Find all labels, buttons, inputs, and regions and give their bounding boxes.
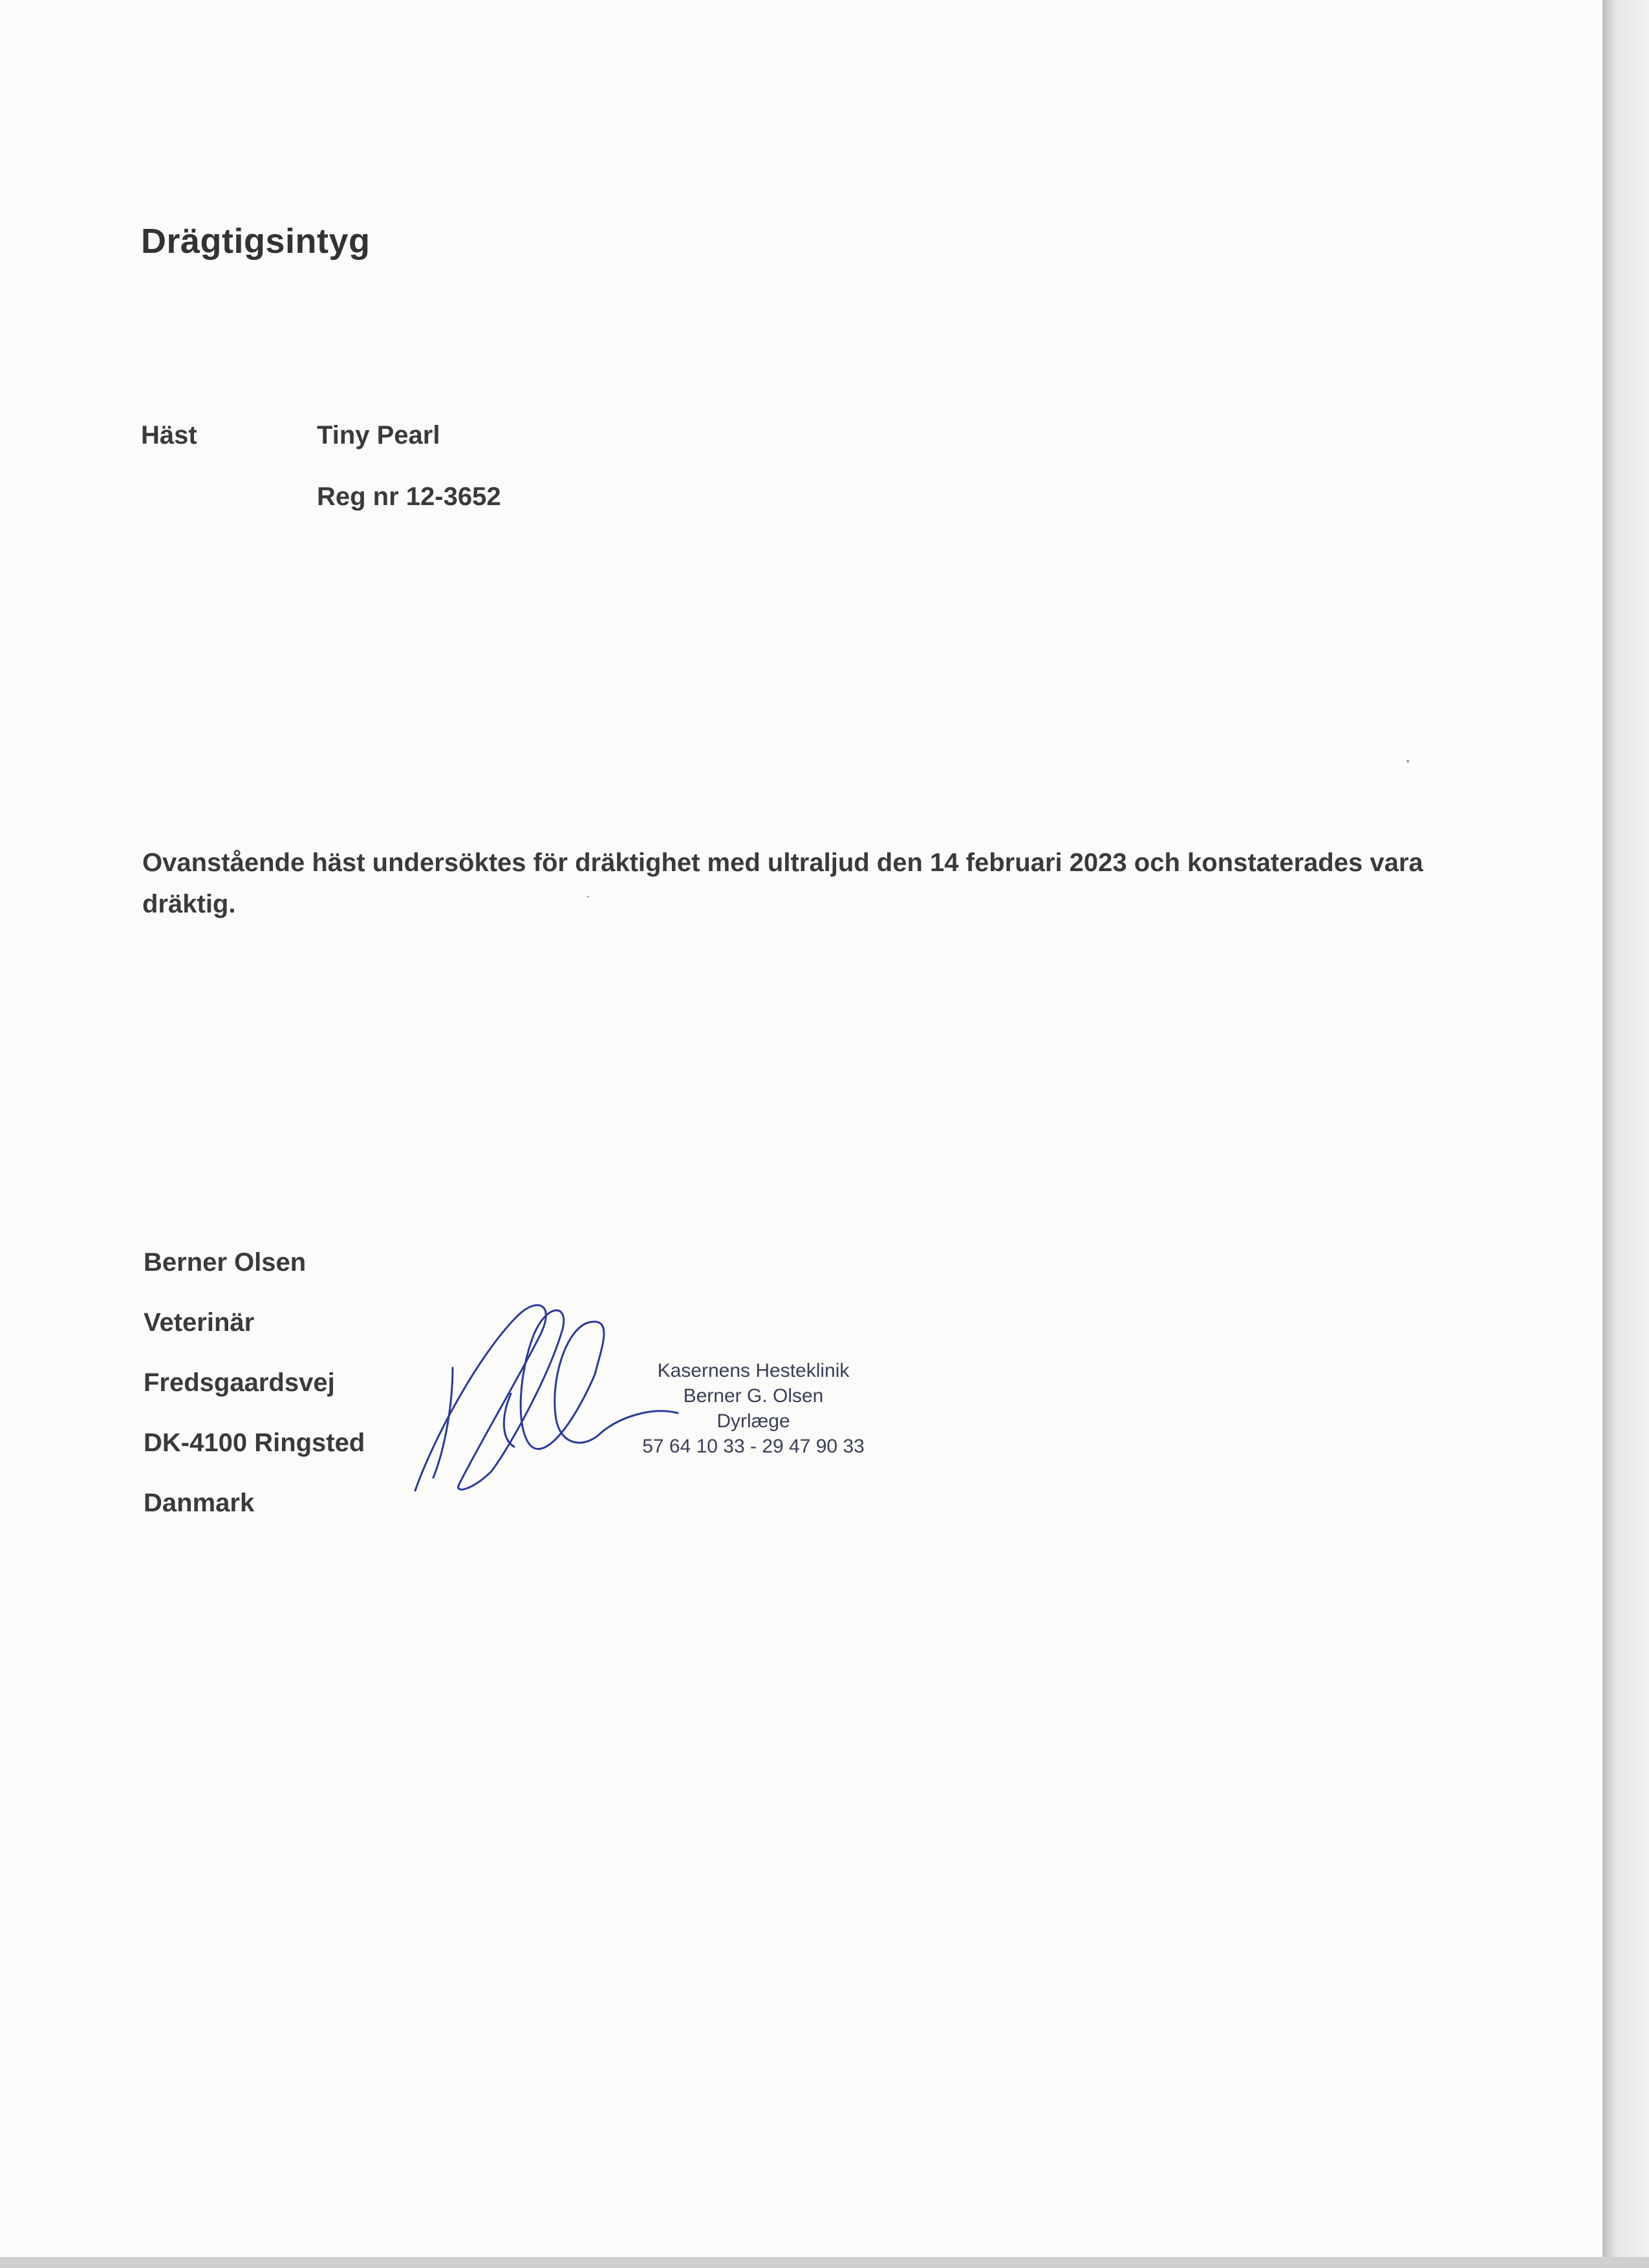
horse-registration: Reg nr 12-3652 bbox=[317, 482, 501, 511]
stamp-line-name: Berner G. Olsen bbox=[683, 1385, 824, 1407]
stamp-line-phone: 57 64 10 33 - 29 47 90 33 bbox=[642, 1436, 865, 1457]
scan-edge-right bbox=[1602, 0, 1649, 2268]
signatory-block bbox=[144, 1248, 365, 1549]
stamp-line-title: Dyrlæge bbox=[717, 1410, 790, 1432]
document-title: Drägtigsintyg bbox=[141, 222, 371, 261]
signatory-name: Berner Olsen bbox=[144, 1248, 307, 1277]
signatory-country: Danmark bbox=[144, 1489, 255, 1517]
horse-name: Tiny Pearl bbox=[317, 421, 440, 449]
horse-label: Häst bbox=[141, 421, 197, 449]
pregnancy-statement: Ovanstående häst undersöktes för dräktighet med ultraljud den 14 februari 2023 och konstaterades vara dräktig. bbox=[142, 848, 1423, 918]
signatory-street: Fredsgaardsvej bbox=[144, 1368, 335, 1397]
signatory-city: DK-4100 Ringsted bbox=[144, 1429, 365, 1457]
stamp-line-clinic: Kasernens Hesteklinik bbox=[657, 1360, 850, 1381]
signatory-role: Veterinär bbox=[144, 1308, 255, 1337]
scan-speck bbox=[587, 896, 589, 898]
scan-speck bbox=[1406, 760, 1409, 762]
scan-edge-bottom bbox=[0, 2257, 1649, 2268]
veterinary-stamp bbox=[618, 1358, 889, 1459]
